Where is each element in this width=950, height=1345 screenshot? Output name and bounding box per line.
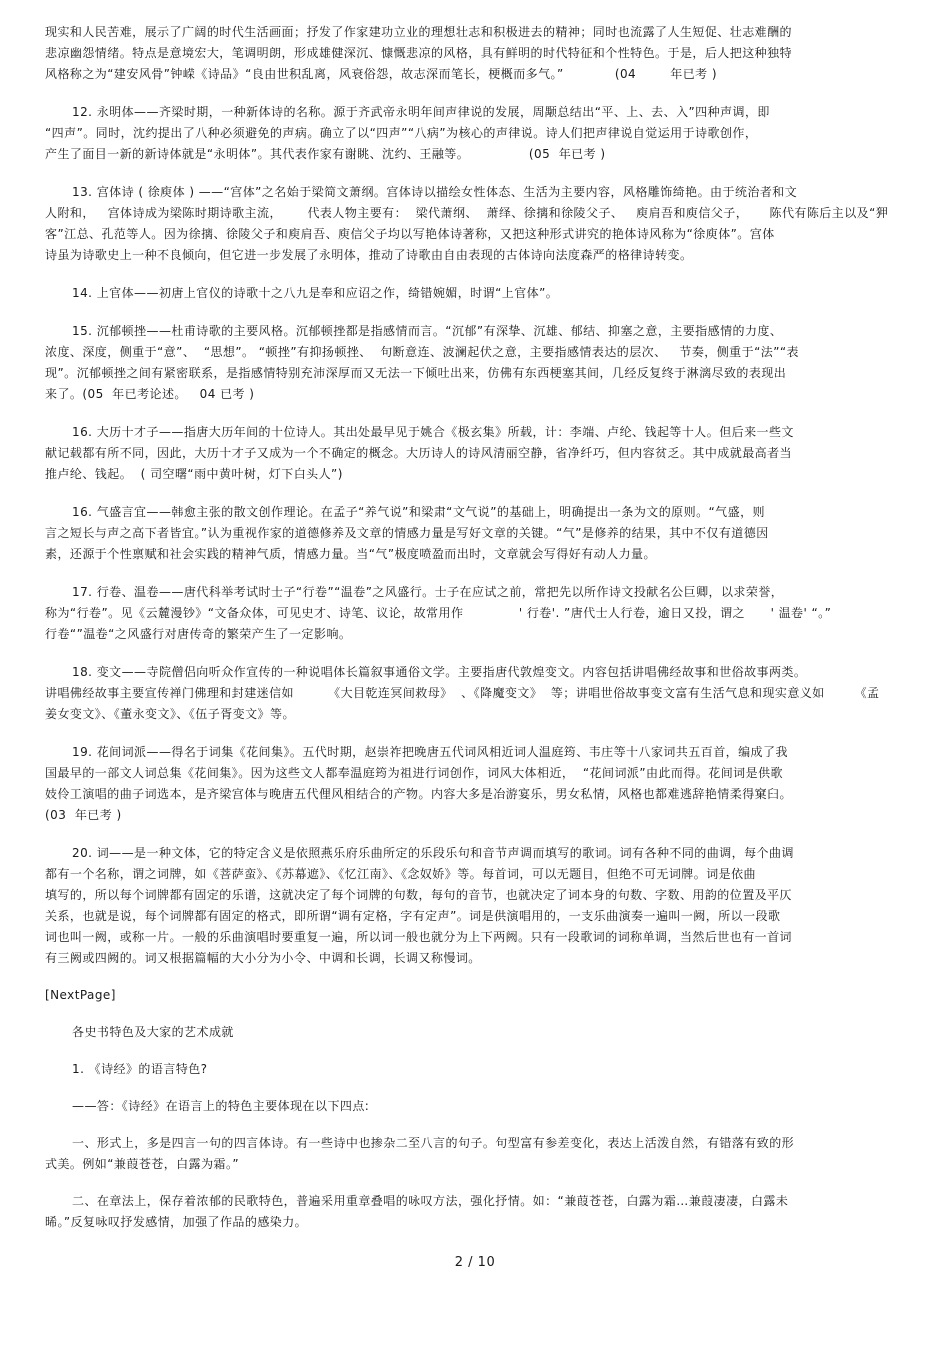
text-line: 16. 气盛言宜——韩愈主张的散文创作理论。在孟子“养气说”和梁肃“文气说”的基础上，明确提出一条为文的原则。“气盛，则 [72, 505, 765, 519]
text-line: 诗虽为诗歌史上一种不良倾向，但它进一步发展了永明体，推动了诗歌由自由表现的古体诗向法度森严的格律诗转变。 [45, 248, 693, 262]
text-line: 都有一个名称，谓之词牌，如《菩萨蛮》、《苏幕遮》、《忆江南》、《念奴娇》等。每首词，可以无题目，但绝不可无词牌。词是依曲 [45, 867, 757, 881]
page-number: 2 / 10 [454, 1255, 496, 1270]
text-line: 行卷“”温卷“之风盛行对唐传奇的繁荣产生了一定影响。 [45, 627, 352, 641]
text-line: ——答：《诗经》在语言上的特色主要体现在以下四点: [72, 1099, 370, 1113]
text-line: 称为“行卷”。见《云麓漫钞》“文备众体，可见史才、诗笔、议论，故常用作 ' 行卷'. ”唐代士人行卷，逾日又投，谓之 ' 温卷' “。” [45, 606, 832, 620]
text-line: 浓度、深度，侧重于“意”、 “思想”。 “顿挫”有抑扬顿挫、 句断意连、波澜起伏之意，主要指感情表达的层次、 节奏，侧重于“法”“表 [45, 345, 799, 359]
text-line: 式美。例如“兼葭苍苍，白露为霜。” [45, 1157, 240, 1171]
text-line: 现”。沉郁顿挫之间有紧密联系，是指感情特别充沛深厚而又无法一下倾吐出来，仿佛有东西梗塞其间，几经反复终于淋漓尽致的表现出 [45, 366, 787, 380]
text-line: 19. 花间词派——得名于词集《花间集》。五代时期，赵崇祚把晚唐五代词风相近词人温庭筠、韦庄等十八家词共五百首，编成了我 [72, 745, 788, 759]
text-line: 素，还源于个性禀赋和社会实践的精神气质，情感力量。当“气”极度喷盈而出时，文章就会写得好有动人力量。 [45, 547, 656, 561]
text-line: 18. 变文——寺院僧侣向听众作宣传的一种说唱体长篇叙事通俗文学。主要指唐代敦煌变文。内容包括讲唱佛经故事和世俗故事两类。 [72, 665, 807, 679]
text-line: 1. 《诗经》的语言特色? [72, 1062, 208, 1076]
text-line: 国最早的一部文人词总集《花间集》。因为这些文人都奉温庭筠为祖进行词创作，词风大体相近， “花间词派”由此而得。花间词是供歌 [45, 766, 783, 780]
text-line: 14. 上官体——初唐上官仪的诗歌十之八九是奉和应诏之作，绮错婉媚，时谓“上官体”。 [72, 286, 559, 300]
text-line: 17. 行卷、温卷——唐代科举考试时士子“行卷”“温卷”之风盛行。士子在应试之前，常把先以所作诗文投献名公巨卿，以求荣誉， [72, 585, 784, 599]
text-line: “四声”。同时，沈约提出了八种必须避免的声病。确立了以“四声”“八病”为核心的声律说。诗人们把声律说自觉运用于诗歌创作， [45, 126, 758, 140]
text-line: 有三阙或四阙的。词又根据篇幅的大小分为小令、中调和长调，长调又称慢词。 [45, 951, 481, 965]
text-line: 13. 宫体诗 ( 徐庾体 ) ——“宫体”之名始于梁简文萧纲。宫体诗以描绘女性体态、生活为主要内容，风格雕饰绮艳。由于统治者和文 [72, 185, 798, 199]
text-line: 词也叫一阙，或称一片。一般的乐曲演唱时要重复一遍，所以词一般也就分为上下两阙。只有一段歌词的词称单调，当然后世也有一首词 [45, 930, 793, 944]
text-line: 12. 永明体——齐梁时期，一种新体诗的名称。源于齐武帝永明年间声律说的发展，周颙总结出“平、上、去、入”四种声调，即 [72, 105, 770, 119]
text-line: 现实和人民苦难，展示了广阔的时代生活画面；抒发了作家建功立业的理想壮志和积极进去的精神；同时也流露了人生短促、壮志难酬的 [45, 25, 793, 39]
text-line: 一、形式上，多是四言一句的四言体诗。有一些诗中也掺杂二至八言的句子。句型富有参差变化，表达上活泼自然，有错落有致的形 [72, 1136, 795, 1150]
text-line: 妓伶工演唱的曲子词选本，是齐梁宫体与晚唐五代俚风相结合的产物。内容大多是冶游宴乐，男女私情，风格也都难逃辞艳情柔得窠臼。 [45, 787, 793, 801]
text-line: 推卢纶、钱起。 ( 司空曙“雨中黄叶树，灯下白头人”) [45, 467, 343, 481]
text-line: 20. 词——是一种文体，它的特定含义是依照燕乐府乐曲所定的乐段乐句和音节声调而填写的歌词。词有各种不同的曲调，每个曲调 [72, 846, 794, 860]
text-line: 献记载都有所不同，因此，大历十才子又成为一个不确定的概念。大历诗人的诗风清丽空静，省净纤巧，但内容贫乏。其中成就最高者当 [45, 446, 793, 460]
text-line: (03 年已考 ) [45, 808, 122, 822]
text-line: 姜女变文》、《董永变文》、《伍子胥变文》等。 [45, 707, 295, 721]
text-line: 悲凉幽怨情绪。特点是意境宏大，笔调明朗，形成雄健深沉、慷慨悲凉的风格，具有鲜明的时代特征和个性特色。于是，后人把这种独特 [45, 46, 793, 60]
text-line: 填写的，所以每个词牌都有固定的乐谱，这就决定了每个词牌的句数，每句的音节，也就决定了词本身的句数、字数、用韵的位置及平仄 [45, 888, 793, 902]
text-line: 产生了面目一新的新诗体就是“永明体”。其代表作家有谢眺、沈约、王融等。 (05 年已考 ) [45, 147, 606, 161]
text-line: 15. 沉郁顿挫——杜甫诗歌的主要风格。沉郁顿挫都是指感情而言。“沉郁”有深挚、沉雄、郁结、抑塞之意，主要指感情的力度、 [72, 324, 783, 338]
text-line: 16. 大历十才子——指唐大历年间的十位诗人。其出处最早见于姚合《极玄集》所载，计：李端、卢纶、钱起等十人。但后来一些文 [72, 425, 794, 439]
text-line: 风格称之为“建安风骨”钟嵘《诗品》“良由世积乱离，风衰俗怨，故志深而笔长，梗概而多气。” (04 年已考 ) [45, 67, 718, 81]
text-line: [NextPage] [45, 988, 116, 1002]
text-line: 言之短长与声之高下者皆宜。”认为重视作家的道德修养及文章的情感力量是写好文章的关键。“气”是修养的结果，其中不仅有道德因 [45, 526, 769, 540]
text-line: 人附和， 宫体诗成为梁陈时期诗歌主流， 代表人物主要有： 梁代萧纲、 萧绎、徐摛和徐陵父子、 庾肩吾和庾信父子， 陈代有陈后主以及“狎 [45, 206, 889, 220]
text-line: 关系，也就是说，每个词牌都有固定的格式，即所谓“调有定格，字有定声”。词是供演唱用的，一支乐曲演奏一遍叫一阙，所以一段歌 [45, 909, 781, 923]
text-line: 来了。(05 年已考论述。 04 已考 ) [45, 387, 255, 401]
text-line: 客”江总、孔范等人。因为徐摛、徐陵父子和庾肩吾、庾信父子均以写艳体诗著称，又把这种形式讲究的艳体诗风称为“徐庾体”。宫体 [45, 227, 775, 241]
text-line: 晞。”反复咏叹抒发感情，加强了作品的感染力。 [45, 1215, 308, 1229]
text-line: 二、在章法上，保存着浓郁的民歌特色，普遍采用重章叠唱的咏叹方法，强化抒情。如：“兼葭苍苍，白露为霜…兼葭凄凄，白露未 [72, 1194, 789, 1208]
text-line: 讲唱佛经故事主要宣传禅门佛理和封建迷信如 《大目乾连冥间救母》 、《降魔变文》 等；讲唱世俗故事变文富有生活气息和现实意义如 《孟 [45, 686, 880, 700]
text-line: 各史书特色及大家的艺术成就 [72, 1025, 234, 1039]
